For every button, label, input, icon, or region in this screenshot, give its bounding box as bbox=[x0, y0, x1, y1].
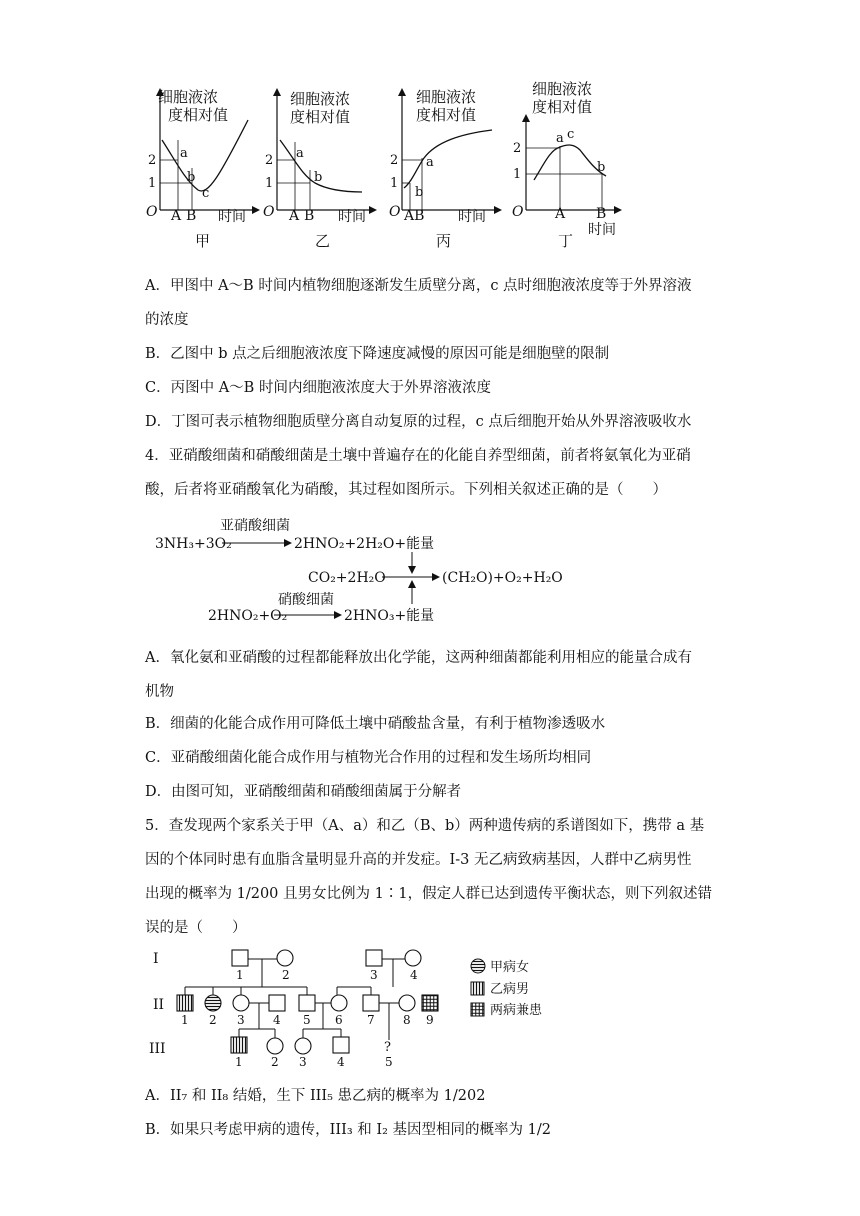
individual-III-1 bbox=[231, 1037, 247, 1053]
graph-jia bbox=[146, 88, 260, 250]
graph-yi-A: A bbox=[289, 208, 300, 224]
label-I-2: 2 bbox=[282, 968, 290, 982]
graph-yi-origin: O bbox=[263, 204, 275, 220]
q4-stem-line2: 酸，后者将亚硝酸氧化为硝酸，其过程如图所示。下列相关叙述正确的是（ ） bbox=[145, 482, 667, 498]
bacteria-label-nitrite: 亚硝酸细菌 bbox=[220, 518, 290, 534]
individual-III-5-unknown: ? bbox=[384, 1040, 391, 1055]
q3-option-c: C．丙图中 A～B 时间内细胞液浓度大于外界溶液浓度 bbox=[145, 380, 491, 396]
graph-ding-point-c: c bbox=[567, 127, 575, 142]
graph-jia-xlabel: 时间 bbox=[218, 209, 246, 225]
graph-ding-tick-2: 2 bbox=[513, 141, 522, 156]
label-II-8: 8 bbox=[403, 1013, 411, 1027]
graph-jia-B: B bbox=[186, 208, 197, 224]
graph-jia-tick-2: 2 bbox=[148, 153, 157, 168]
graph-ding-ylabel-2: 度相对值 bbox=[532, 98, 593, 116]
graph-bing-ylabel-1: 细胞液浓 bbox=[416, 88, 477, 106]
graph-jia-point-b: b bbox=[187, 170, 196, 185]
legend-yi-male-symbol bbox=[471, 982, 484, 995]
individual-II-1 bbox=[177, 995, 193, 1011]
label-II-2: 2 bbox=[209, 1013, 217, 1027]
label-II-9: 9 bbox=[426, 1013, 434, 1027]
gen-label-III: III bbox=[149, 1041, 166, 1057]
reaction-diagram bbox=[150, 516, 570, 631]
individual-II-3 bbox=[233, 995, 249, 1011]
graph-bing-ylabel-2: 度相对值 bbox=[416, 106, 477, 124]
graph-yi-ylabel-2: 度相对值 bbox=[290, 108, 351, 126]
graph-yi-B: B bbox=[304, 208, 315, 224]
legend-jia-female-symbol bbox=[471, 959, 485, 973]
graph-ding bbox=[512, 80, 622, 250]
graph-yi-tick-1: 1 bbox=[265, 176, 274, 191]
individual-II-8 bbox=[399, 995, 415, 1011]
label-II-7: 7 bbox=[367, 1013, 375, 1027]
label-II-1: 1 bbox=[181, 1013, 189, 1027]
legend-jia-female: 甲病女 bbox=[490, 960, 530, 975]
label-III-3: 3 bbox=[299, 1055, 307, 1069]
pedigree-legend bbox=[471, 959, 543, 1018]
label-III-5: 5 bbox=[385, 1055, 393, 1069]
individual-III-4 bbox=[333, 1037, 349, 1053]
bacteria-label-nitrate: 硝酸细菌 bbox=[278, 592, 334, 608]
graph-bing bbox=[389, 88, 502, 250]
q4-option-a-line2: 机物 bbox=[145, 684, 174, 700]
q5-stem-line2: 因的个体同时患有血脂含量明显升高的并发症。Ⅰ-3 无乙病致病基因，人群中乙病男性 bbox=[145, 852, 692, 868]
reaction-3-left: 2HNO₂+O₂ bbox=[208, 608, 288, 624]
label-III-4: 4 bbox=[337, 1055, 345, 1069]
concentration-graphs bbox=[140, 80, 640, 255]
individual-II-9 bbox=[422, 995, 438, 1011]
legend-both-symbol bbox=[471, 1003, 484, 1016]
graph-jia-name: 甲 bbox=[195, 232, 211, 250]
graph-bing-xlabel: 时间 bbox=[458, 209, 486, 225]
q5-stem-line3: 出现的概率为 1/200 且男女比例为 1∶1，假定人群已达到遗传平衡状态，则下列叙述错 bbox=[145, 886, 713, 902]
individual-III-2 bbox=[267, 1038, 283, 1054]
graph-ding-point-b: b bbox=[597, 160, 606, 175]
q4-option-c: C．亚硝酸细菌化能合成作用与植物光合作用的过程和发生场所均相同 bbox=[145, 750, 592, 766]
graph-bing-name: 丙 bbox=[436, 232, 452, 250]
q3-option-a-line2: 的浓度 bbox=[145, 312, 189, 328]
graph-ding-name: 丁 bbox=[558, 232, 574, 250]
graph-jia-A: A bbox=[171, 208, 182, 224]
gen-label-II: II bbox=[153, 997, 165, 1013]
legend-yi-male: 乙病男 bbox=[490, 982, 530, 997]
graph-yi-xlabel: 时间 bbox=[338, 209, 366, 225]
label-I-4: 4 bbox=[410, 968, 418, 982]
label-II-5: 5 bbox=[303, 1013, 311, 1027]
graph-bing-point-b: b bbox=[415, 185, 424, 200]
graph-bing-tick-2: 2 bbox=[390, 153, 399, 168]
graph-jia-origin: O bbox=[146, 204, 158, 220]
graph-ding-xlabel: 时间 bbox=[588, 222, 616, 238]
q3-option-d: D．丁图可表示植物细胞质壁分离自动复原的过程，c 点后细胞开始从外界溶液吸收水 bbox=[145, 414, 692, 430]
reaction-1-left: 3NH₃+3O₂ bbox=[155, 536, 232, 552]
q4-option-a-line1: A．氧化氨和亚硝酸的过程都能释放出化学能，这两种细菌都能利用相应的能量合成有 bbox=[145, 650, 692, 666]
label-II-4: 4 bbox=[273, 1013, 281, 1027]
graph-bing-tick-1: 1 bbox=[390, 176, 399, 191]
graph-yi bbox=[263, 88, 377, 250]
q4-option-d: D．由图可知，亚硝酸细菌和硝酸细菌属于分解者 bbox=[145, 784, 462, 800]
graph-ding-point-a: a bbox=[556, 131, 564, 146]
individual-I-3 bbox=[366, 950, 382, 966]
q5-option-b: B．如果只考虑甲病的遗传，III₃ 和 I₂ 基因型相同的概率为 1/2 bbox=[145, 1122, 551, 1138]
q4-stem-line1: 4．亚硝酸细菌和硝酸细菌是土壤中普遍存在的化能自养型细菌，前者将氨氧化为亚硝 bbox=[145, 448, 691, 464]
individual-I-4 bbox=[405, 950, 421, 966]
reaction-1-right: 2HNO₂+2H₂O+能量 bbox=[294, 536, 435, 552]
graph-ding-tick-1: 1 bbox=[513, 167, 522, 182]
label-II-6: 6 bbox=[335, 1013, 343, 1027]
individual-I-1 bbox=[232, 950, 248, 966]
graph-bing-point-a: a bbox=[426, 155, 434, 170]
label-III-2: 2 bbox=[271, 1055, 279, 1069]
individual-II-5 bbox=[299, 995, 315, 1011]
graph-jia-ylabel-1: 细胞液浓 bbox=[158, 88, 219, 106]
label-I-1: 1 bbox=[236, 968, 244, 982]
label-II-3: 3 bbox=[237, 1013, 245, 1027]
graph-ding-origin: O bbox=[512, 204, 524, 220]
individual-I-2 bbox=[277, 950, 293, 966]
graph-yi-point-a: a bbox=[296, 146, 304, 161]
label-I-3: 3 bbox=[370, 968, 378, 982]
graph-ding-A: A bbox=[555, 206, 566, 222]
graph-yi-ylabel-1: 细胞液浓 bbox=[290, 90, 351, 108]
graph-ding-ylabel-1: 细胞液浓 bbox=[532, 80, 593, 98]
reaction-2-right: (CH₂O)+O₂+H₂O bbox=[442, 570, 563, 586]
graph-yi-name: 乙 bbox=[315, 232, 331, 250]
graph-ding-B: B bbox=[596, 206, 607, 222]
graph-bing-origin: O bbox=[389, 204, 401, 220]
label-III-1: 1 bbox=[235, 1055, 243, 1069]
graph-jia-point-a: a bbox=[180, 146, 188, 161]
q3-option-b: B．乙图中 b 点之后细胞液浓度下降速度减慢的原因可能是细胞壁的限制 bbox=[145, 346, 610, 362]
graph-bing-AB: AB bbox=[404, 208, 425, 224]
q5-option-a: A．II₇ 和 II₈ 结婚，生下 III₅ 患乙病的概率为 1/202 bbox=[145, 1088, 486, 1104]
gen-label-I: I bbox=[153, 951, 159, 967]
graph-jia-point-c: c bbox=[202, 186, 210, 201]
individual-II-4 bbox=[269, 995, 285, 1011]
pedigree-chart bbox=[145, 945, 565, 1070]
graph-jia-ylabel-2: 度相对值 bbox=[168, 106, 229, 124]
graph-yi-tick-2: 2 bbox=[265, 153, 274, 168]
q5-stem-line4: 误的是（ ） bbox=[145, 920, 247, 936]
individual-III-3 bbox=[295, 1038, 311, 1054]
graph-yi-point-b: b bbox=[314, 170, 323, 185]
q3-option-a-line1: A．甲图中 A～B 时间内植物细胞逐渐发生质壁分离，c 点时细胞液浓度等于外界溶液 bbox=[145, 278, 692, 294]
reaction-2-left: CO₂+2H₂O bbox=[308, 570, 386, 586]
q5-stem-line1: 5．查发现两个家系关于甲（A、a）和乙（B、b）两种遗传病的系谱图如下，携带 a 基 bbox=[145, 818, 705, 834]
q4-option-b: B．细菌的化能合成作用可降低土壤中硝酸盐含量，有利于植物渗透吸水 bbox=[145, 716, 606, 732]
individual-II-6 bbox=[331, 995, 347, 1011]
reaction-3-right: 2HNO₃+能量 bbox=[344, 608, 435, 624]
graph-jia-tick-1: 1 bbox=[148, 176, 157, 191]
individual-II-7 bbox=[363, 995, 379, 1011]
individual-II-2 bbox=[205, 995, 221, 1011]
legend-both: 两病兼患 bbox=[490, 1003, 543, 1018]
